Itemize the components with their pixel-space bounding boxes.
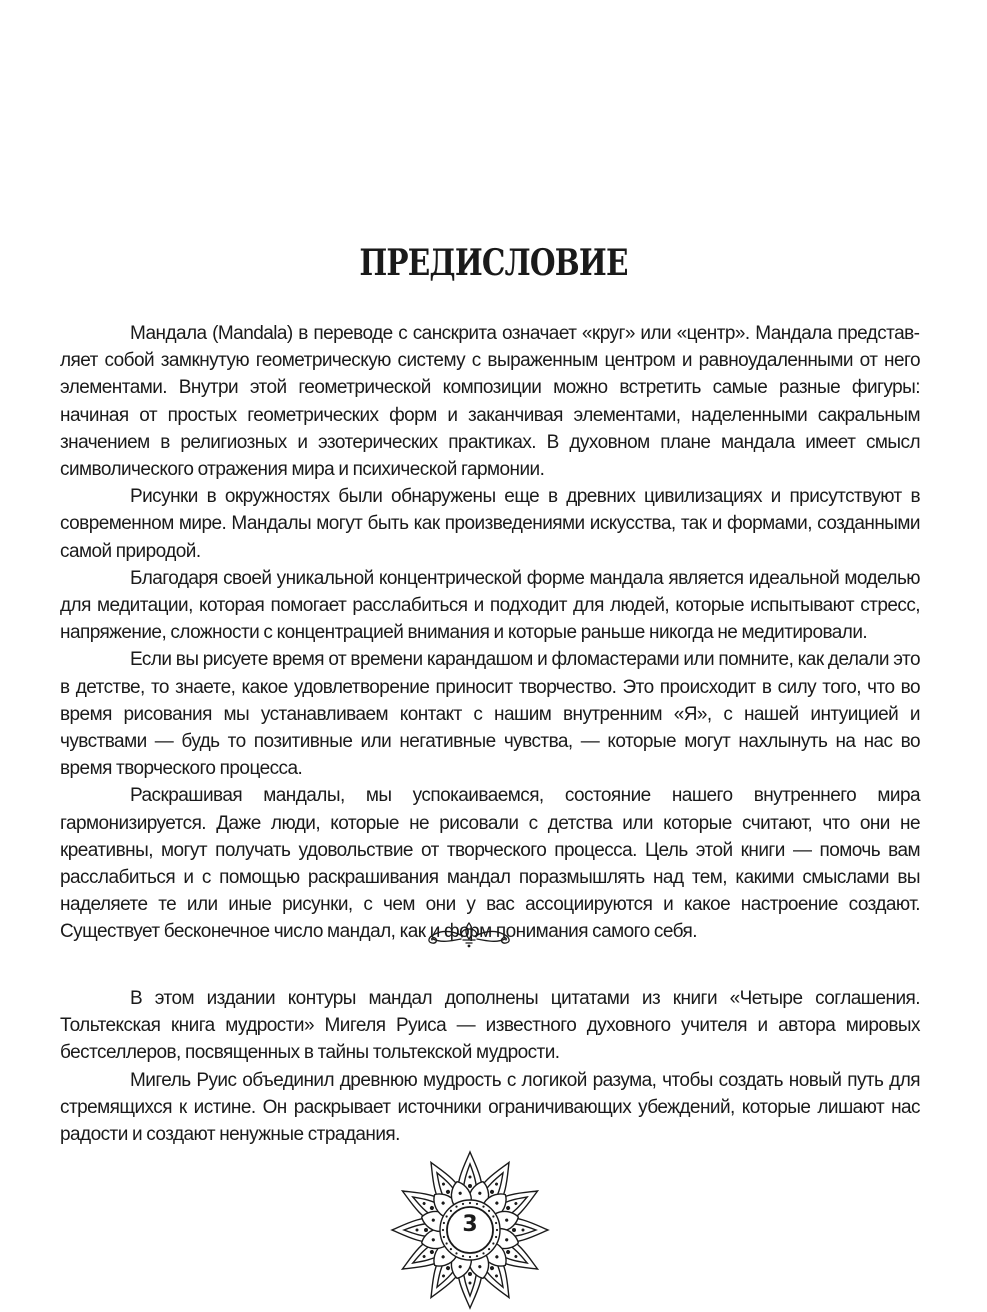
- about-edition-section: [60, 985, 920, 1148]
- paragraph: Мигель Руис объединил древнюю мудрость с логикой разума, чтобы создать новый путь для стремящихся к истине. Он раскрывает источники ограничивающих убеждений, которые лишают нас радости и создают ненужные страдания.: [60, 1069, 920, 1146]
- paragraph: Рисунки в окружностях были обнаружены еще в древних цивилизациях и присутствуют в современном мире. Мандалы могут быть как произведениями искусства, так и формами, созданными самой природой.: [60, 486, 920, 562]
- paragraph: В этом издании контуры мандал дополнены цитатами из книги «Четыре соглашения. Тольтекская книга мудрости» Мигеля Руиса — известного духовного учителя и автора мировых бестселлеров, посвященных в тайны тольтекской мудрости.: [60, 988, 920, 1064]
- floral-divider-icon: [423, 919, 515, 951]
- page-number: 3: [462, 1212, 478, 1237]
- paragraph: Раскрашивая мандалы, мы успокаиваемся, состояние нашего внутреннего мира гармонизируется. Даже люди, которые не рисовали с детства или которые считают, что они не креативны, могут получать удовольствие от творческого процесса. Цель этой книги — помочь вам расслабиться и с помощью раскрашивания мандал поразмышлять над тем, какими смыслами вы наделяете те или иные рисунки, с чем они у вас ассоциируются и какое настроение создают. Существует бесконечное число мандал, как и форм понимания самого себя.: [60, 785, 920, 943]
- paragraph: Если вы рисуете время от времени карандашом и фломастерами или помните, как делали это в детстве, то знаете, какое удовлетворение приносит творчество. Это происходит в силу того, что во время рисования мы устанавливаем контакт с нашим внутренним «Я», с нашей интуицией и чувствами — будь то позитивные или негативные чувства, — которые могут нахлынуть на нас во время творческого процесса.: [60, 649, 920, 780]
- paragraph: Мандала (Mandala) в переводе с санскрита означает «круг» или «центр». Мандала представляет собой замкнутую геометрическую систему с выраженным центром и равноудаленными от него элементами. Внутри этой геометрической композиции можно встретить самые разные фигуры: начиная от простых геометрических форм и заканчивая элементами, наделенными сакральным значением в религиозных и эзотерических практиках. В духовном плане мандала имеет смысл символического отражения мира и психической гармонии.: [60, 323, 920, 481]
- page-title: ПРЕДИСЛОВИЕ: [359, 242, 628, 284]
- paragraph: Благодаря своей уникальной концентрической форме мандала является идеальной моделью для медитации, которая помогает расслабиться и подходит для людей, которые испытывают стресс, напряжение, сложности с концентрацией внимания и которые раньше никогда не медитировали.: [60, 567, 920, 644]
- preface-section: [60, 320, 920, 946]
